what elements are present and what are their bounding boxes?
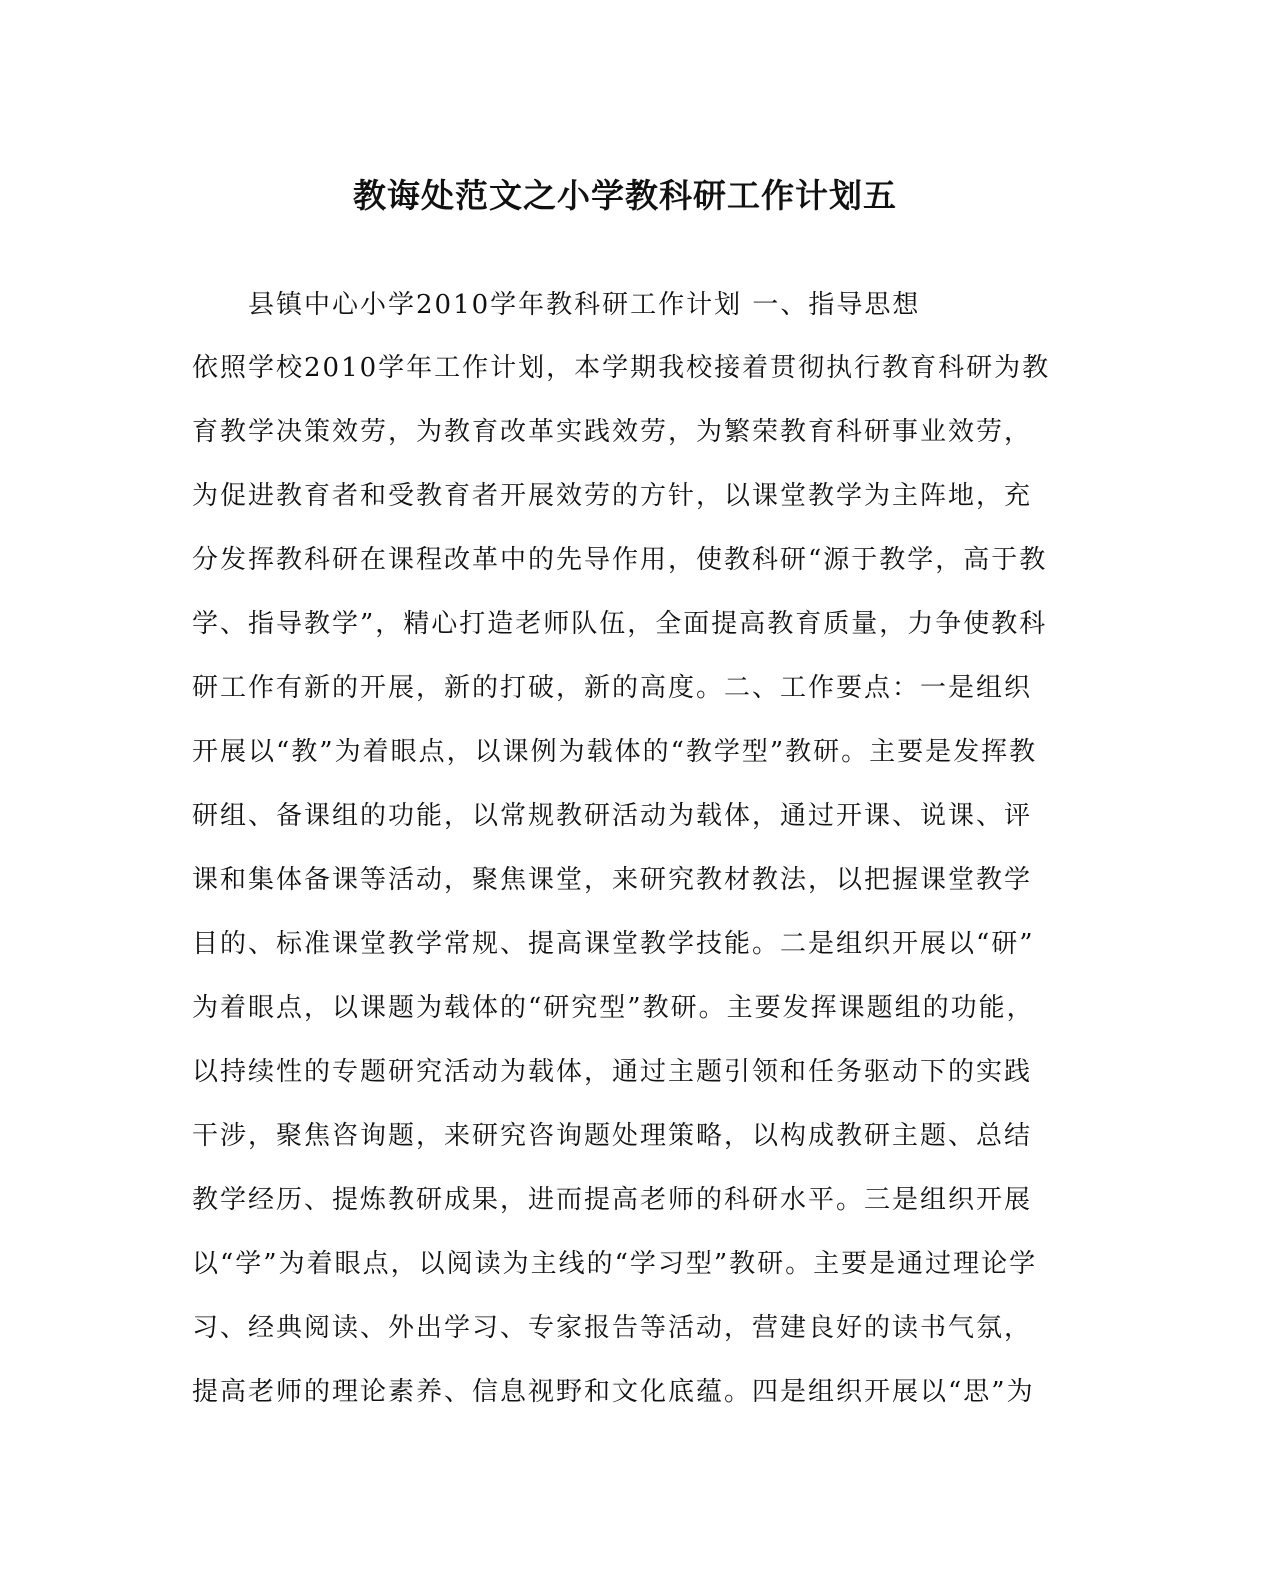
body-line: 课和集体备课等活动，聚焦课堂，来研究教材教法，以把握课堂教学 — [192, 865, 1033, 895]
body-line: 以持续性的专题研究活动为载体，通过主题引领和任务驱动下的实践 — [192, 1057, 1033, 1087]
body-line: 开展以“教”为着眼点，以课例为载体的“教学型”教研。主要是发挥教 — [192, 737, 1038, 767]
body-line: 习、经典阅读、外出学习、专家报告等活动，营建良好的读书气氛， — [192, 1313, 1033, 1343]
body-line: 以“学”为着眼点，以阅读为主线的“学习型”教研。主要是通过理论学 — [192, 1249, 1038, 1279]
body-line: 育教学决策效劳，为教育改革实践效劳，为繁荣教育科研事业效劳， — [192, 417, 1033, 447]
document-body — [192, 278, 1072, 1429]
body-line: 为促进教育者和受教育者开展效劳的方针，以课堂教学为主阵地，充 — [192, 481, 1033, 511]
body-line: 县镇中心小学2010学年教科研工作计划 一、指导思想 — [248, 290, 921, 320]
body-line: 研工作有新的开展，新的打破，新的高度。二、工作要点：一是组织 — [192, 673, 1033, 703]
body-line: 分发挥教科研在课程改革中的先导作用，使教科研“源于教学，高于教 — [192, 545, 1048, 575]
body-line: 依照学校2010学年工作计划，本学期我校接着贯彻执行教育科研为教 — [192, 353, 1051, 383]
document-title: 教诲处范文之小学教科研工作计划五 — [353, 176, 897, 215]
body-line: 研组、备课组的功能，以常规教研活动为载体，通过开课、说课、评 — [192, 801, 1033, 831]
body-line: 学、指导教学”，精心打造老师队伍，全面提高教育质量，力争使教科 — [192, 609, 1048, 639]
body-line: 目的、标准课堂教学常规、提高课堂教学技能。二是组织开展以“研” — [192, 929, 1035, 959]
body-line: 为着眼点，以课题为载体的“研究型”教研。主要发挥课题组的功能， — [192, 993, 1035, 1023]
body-line: 教学经历、提炼教研成果，进而提高老师的科研水平。三是组织开展 — [192, 1185, 1033, 1215]
body-line: 提高老师的理论素养、信息视野和文化底蕴。四是组织开展以“思”为 — [192, 1377, 1035, 1407]
body-line: 干涉，聚焦咨询题，来研究咨询题处理策略，以构成教研主题、总结 — [192, 1121, 1033, 1151]
